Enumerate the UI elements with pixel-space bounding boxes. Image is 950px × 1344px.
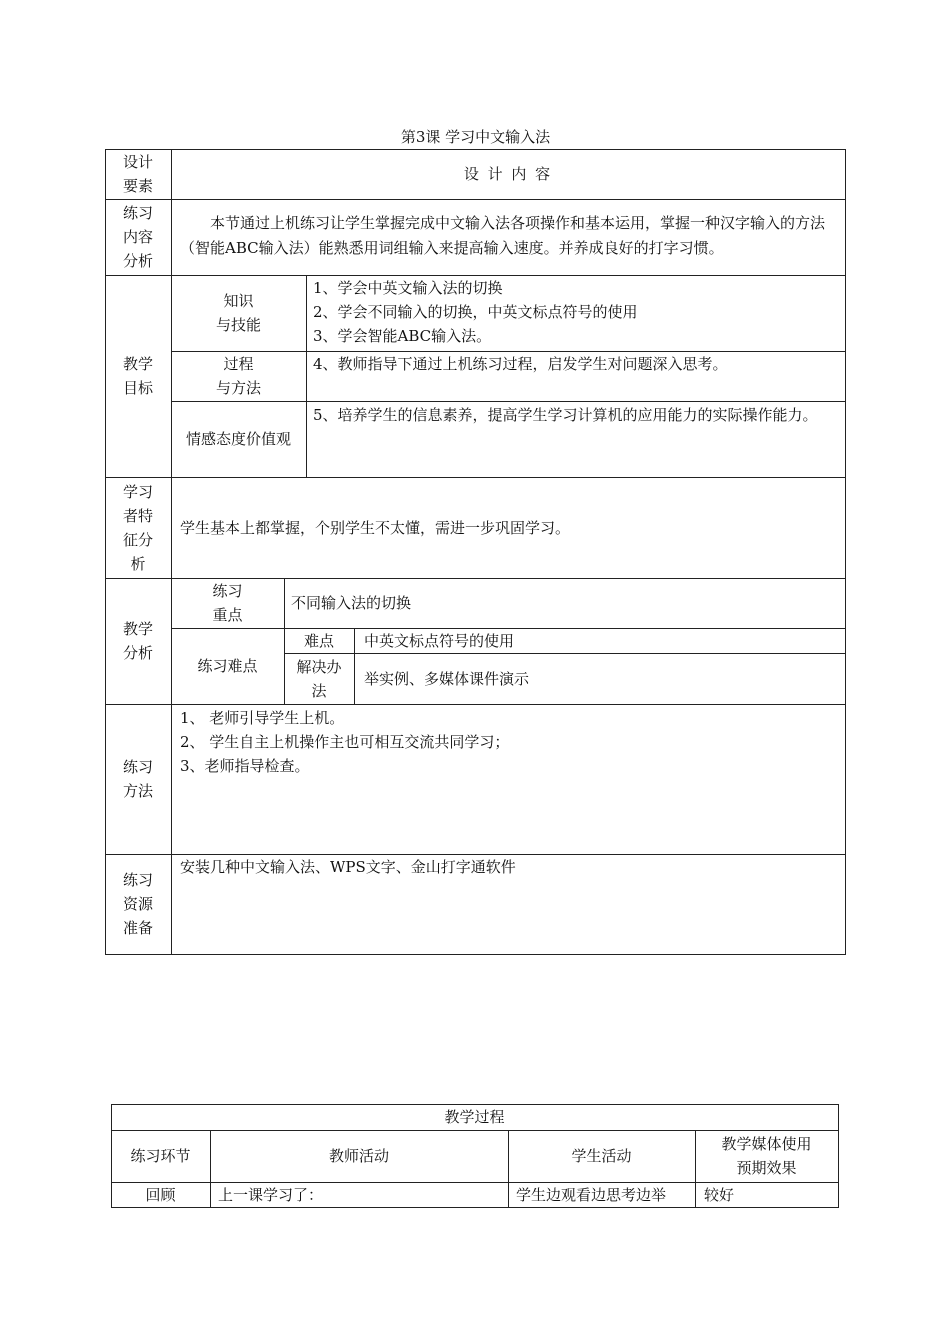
cell-effect-review: 较好 <box>704 1185 735 1204</box>
header-media-effect: 教学媒体使用 预期效果 <box>721 1135 812 1177</box>
cell-student-review: 学生边观看边思考边举 <box>516 1185 667 1204</box>
learner-features-text: 学生基本上都掌握，个别学生不太懂，需进一步巩固学习。 <box>180 518 571 537</box>
label-emotion-values: 情感态度价值观 <box>185 430 291 448</box>
header-design-element: 设计 要素 <box>122 153 153 195</box>
label-difficulty: 练习难点 <box>197 657 258 675</box>
header-student-activity: 学生活动 <box>571 1147 632 1165</box>
label-practice-method: 练习 方法 <box>122 758 153 800</box>
process-method-text: 4、教师指导下通过上机练习过程，启发学生对问题深入思考。 <box>313 355 728 373</box>
header-practice-step: 练习环节 <box>130 1147 191 1165</box>
document-title: 第3课 学习中文输入法 <box>400 128 551 146</box>
label-process-method: 过程 与方法 <box>215 355 261 397</box>
knowledge-skills-list: 1、学会中英文输入法的切换 2、学会不同输入的切换，中英文标点符号的使用 3、学会智能ABC输入法。 <box>313 279 638 345</box>
practice-method-list: 1、 老师引导学生上机。 2、 学生自主上机操作主也可相互交流共同学习； 3、老师指导检查。 <box>180 709 510 775</box>
label-difficulty-sub: 难点 <box>303 631 334 650</box>
solution-text: 举实例、多媒体课件演示 <box>364 669 530 688</box>
label-solution: 解决办 法 <box>296 657 342 700</box>
cell-step-review: 回顾 <box>145 1185 176 1204</box>
label-teaching-analysis: 教学 分析 <box>122 620 153 662</box>
header-teacher-activity: 教师活动 <box>328 1147 389 1165</box>
process-table-title: 教学过程 <box>444 1108 505 1126</box>
resources-text: 安装几种中文输入法、WPS文字、金山打字通软件 <box>180 858 516 876</box>
cell-teacher-review: 上一课学习了： <box>218 1185 324 1204</box>
label-learner-features: 学习 者特 征分 析 <box>122 482 153 573</box>
difficulty-text: 中英文标点符号的使用 <box>364 631 515 650</box>
key-point-text: 不同输入法的切换 <box>291 594 412 612</box>
label-knowledge-skills: 知识 与技能 <box>215 292 261 334</box>
emotion-values-text: 5、培养学生的信息素养，提高学生学习计算机的应用能力的实际操作能力。 <box>313 406 818 424</box>
label-key-point: 练习 重点 <box>212 582 243 624</box>
label-resources: 练习 资源 准备 <box>122 871 153 937</box>
header-design-content: 设 计 内 容 <box>463 165 553 183</box>
label-content-analysis: 练习 内容 分析 <box>122 204 153 270</box>
label-teaching-goals: 教学 目标 <box>122 355 153 397</box>
content-analysis-text: 本节通过上机练习让学生掌握完成中文输入法各项操作和基本运用，掌握一种汉字输入的方法（智能ABC输入法）能熟悉用词组输入来提高输入速度。并养成良好的打字习惯。 <box>180 214 826 257</box>
